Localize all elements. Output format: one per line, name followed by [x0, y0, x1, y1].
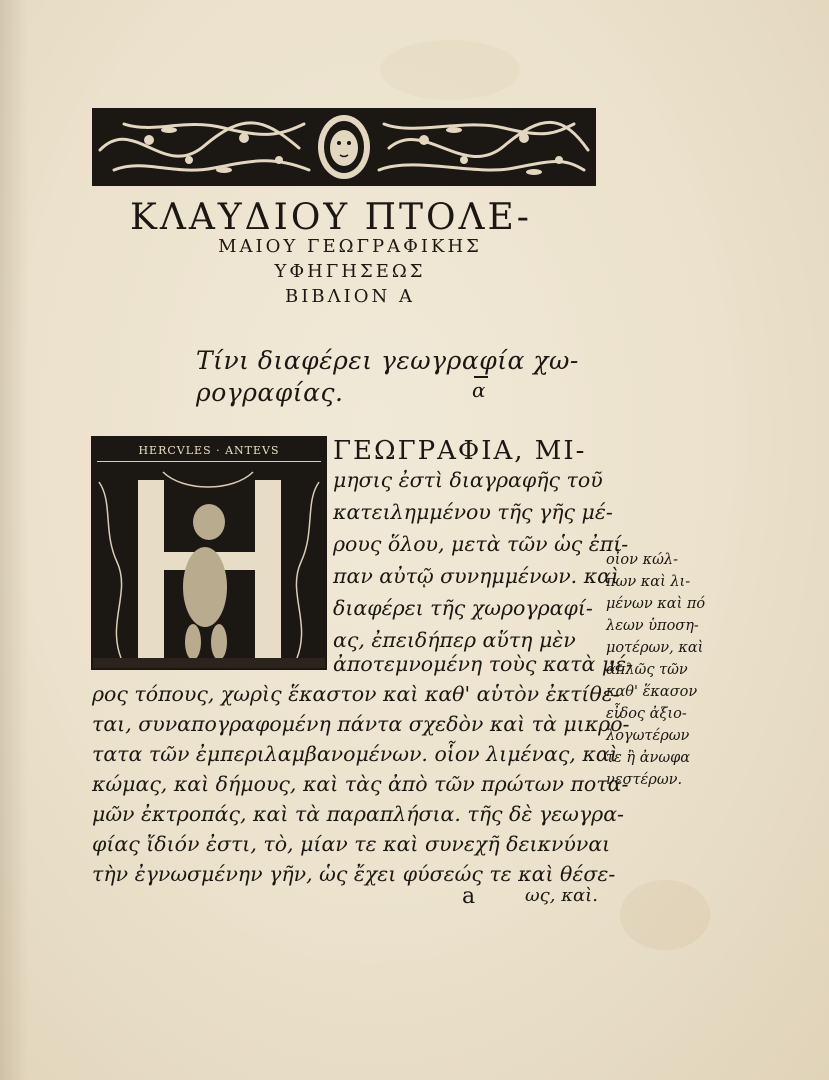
chapter-number: α	[472, 378, 486, 402]
body-line-9: ρος τόπους, χωρὶς ἕκαστον καὶ καθ' αὑτὸν ἐκτίθε-	[92, 682, 620, 706]
woodcut-initial-block	[91, 436, 327, 670]
title-line-2: ΜΑΙΟΥ ΓΕΩΓΡΑΦΙΚΗΣ	[218, 236, 482, 257]
margin-note-line-5: μοτέρων, καὶ	[606, 640, 704, 656]
margin-note-line-4: λεων ὑποση-	[606, 618, 699, 634]
body-line-13: μῶν ἐκτροπάς, καὶ τὰ παραπλήσια. τῆς δὲ γεωγρα-	[92, 802, 624, 826]
page-fold-shadow	[0, 0, 28, 1080]
chapter-heading-line-1: Τίνι διαφέρει γεωγραφία χω-	[196, 346, 579, 375]
body-line-2: μησις ἐστὶ διαγραφῆς τοῦ	[333, 468, 603, 492]
signature-mark: a	[462, 884, 476, 909]
body-line-11: τατα τῶν ἐμπεριλαμβανομένων. οἷον λιμένας, καὶ	[92, 742, 618, 766]
margin-note-line-3: μένων καὶ πό	[606, 596, 706, 612]
body-line-7: ας, ἐπειδήπερ αὕτη μὲν	[333, 628, 576, 652]
body-line-1: ΓΕΩΓΡΑΦΙΑ, ΜΙ-	[333, 436, 587, 466]
body-line-12: κώμας, καὶ δήμους, καὶ τὰς ἀπὸ τῶν πρώτων ποτα-	[92, 772, 629, 796]
woodcut-header-ornament	[92, 108, 596, 186]
body-line-8: ἀποτεμνομένη τοὺς κατὰ μέ-	[333, 652, 634, 676]
body-line-14: φίας ἴδιόν ἐστι, τὸ, μίαν τε καὶ συνεχῆ δεικνύναι	[92, 832, 611, 856]
initial-caption: HERCVLES · ANTEVS	[97, 441, 321, 462]
body-line-10: ται, συναπογραφομένη πάντα σχεδὸν καὶ τὰ μικρό-	[92, 712, 630, 736]
body-line-4: ρους ὅλου, μετὰ τῶν ὡς ἐπί-	[333, 532, 629, 556]
book-label: ΒΙΒΛΙΟΝ Α	[285, 286, 415, 307]
floral-vine-icon	[94, 110, 594, 184]
foxing-stain	[380, 40, 520, 100]
title-line-3: ΥΦΗΓΗΣΕΩΣ	[274, 261, 426, 282]
margin-note-line-6: ἁπλῶς τῶν	[606, 662, 688, 678]
catchword: ως, καὶ.	[525, 885, 598, 906]
margin-note-line-10: τε ἢ ἀνωφα	[606, 750, 691, 766]
body-line-6: διαφέρει τῆς χωρογραφί-	[333, 596, 593, 620]
body-line-5: παν αὐτῷ συνημμένων. καὶ	[333, 564, 620, 588]
margin-note-line-7: καθ' ἕκασον	[606, 684, 698, 700]
margin-note-line-2: πων καὶ λι-	[606, 574, 691, 590]
body-line-15: τὴν ἐγνωσμένην γῆν, ὡς ἔχει φύσεώς τε καὶ θέσε-	[92, 862, 616, 886]
title-line-1: ΚΛΑΥΔΙΟΥ ΠΤΟΛΕ-	[130, 197, 532, 238]
chapter-heading-line-2: ρογραφίας.	[196, 378, 344, 407]
margin-note-line-9: λογωτέρων	[606, 728, 690, 744]
hercules-antaeus-woodcut-icon	[93, 462, 325, 668]
foxing-stain	[620, 880, 710, 950]
margin-note-line-11: νεστέρων.	[606, 772, 683, 788]
margin-note-line-8: εἶδος ἀξιο-	[606, 706, 687, 722]
body-line-3: κατειλημμένου τῆς γῆς μέ-	[333, 500, 613, 524]
margin-note-line-1: οἷον κώλ-	[606, 552, 678, 568]
